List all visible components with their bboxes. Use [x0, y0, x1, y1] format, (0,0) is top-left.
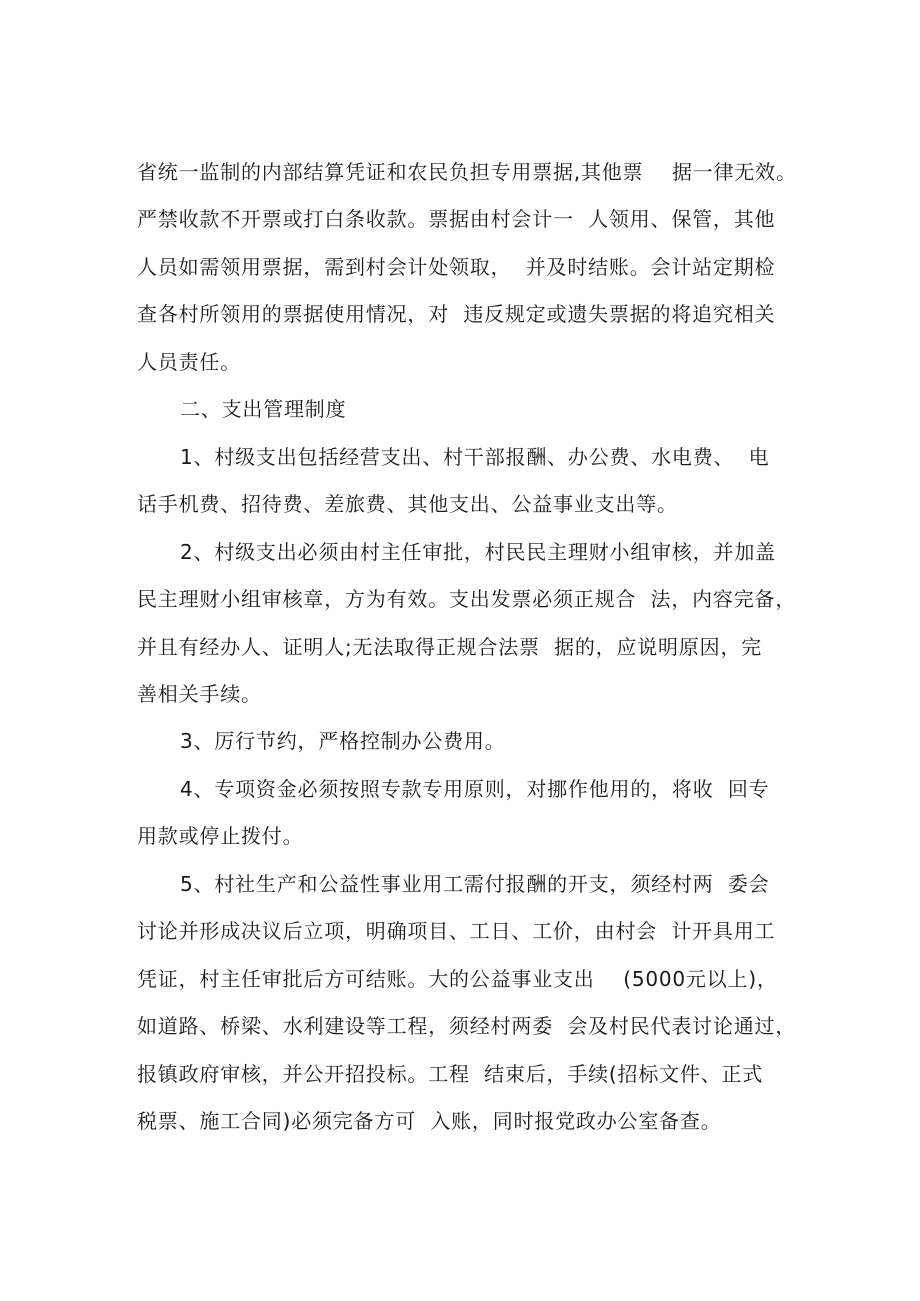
text-line: 5、村社生产和公益性事业用工需付报酬的开支，须经村两 委会 — [180, 872, 770, 896]
text-line: 讨论并形成决议后立项，明确项目、工日、工价，由村会 计开具用工 — [137, 919, 776, 943]
text-line: 报镇政府审核，并公开招投标。工程 结束后，手续(招标文件、正式 — [137, 1062, 764, 1086]
text-line: 用款或停止拨付。 — [137, 824, 304, 848]
text-line: 并且有经办人、证明人;无法取得正规合法票 据的，应说明原因，完 — [137, 635, 763, 659]
text-line: 民主理财小组审核章，方为有效。支出发票必须正规合 法，内容完备， — [137, 587, 797, 611]
text-line: 税票、施工合同)必须完备方可 入账，同时报党政办公室备查。 — [137, 1109, 722, 1133]
text-line: 2、村级支出必须由村主任审批，村民民主理财小组审核，并加盖 — [180, 540, 776, 564]
text-line: 凭证，村主任审批后方可结账。大的公益事业支出 (5000元以上)， — [137, 967, 778, 991]
section-heading: 二、支出管理制度 — [180, 397, 347, 421]
text-line: 4、专项资金必须按照专款专用原则，对挪作他用的，将收 回专 — [180, 777, 770, 801]
text-line: 人员责任。 — [137, 350, 241, 374]
text-line: 善相关手续。 — [137, 682, 262, 706]
text-line: 人员如需领用票据，需到村会计处领取， 并及时结账。会计站定期检 — [137, 255, 776, 279]
text-line: 1、村级支出包括经营支出、村干部报酬、办公费、水电费、 电 — [180, 445, 770, 469]
text-line: 查各村所领用的票据使用情况，对 违反规定或遗失票据的将追究相关 — [137, 302, 776, 326]
text-line: 如道路、桥梁、水利建设等工程，须经村两委 会及村民代表讨论通过， — [137, 1014, 797, 1038]
text-line: 严禁收款不开票或打白条收款。票据由村会计一 人领用、保管，其他 — [137, 207, 776, 231]
text-line: 3、厉行节约，严格控制办公费用。 — [180, 729, 506, 753]
text-line: 话手机费、招待费、差旅费、其他支出、公益事业支出等。 — [137, 492, 678, 516]
text-line: 省统一监制的内部结算凭证和农民负担专用票据,其他票 据一律无效。 — [137, 160, 797, 184]
